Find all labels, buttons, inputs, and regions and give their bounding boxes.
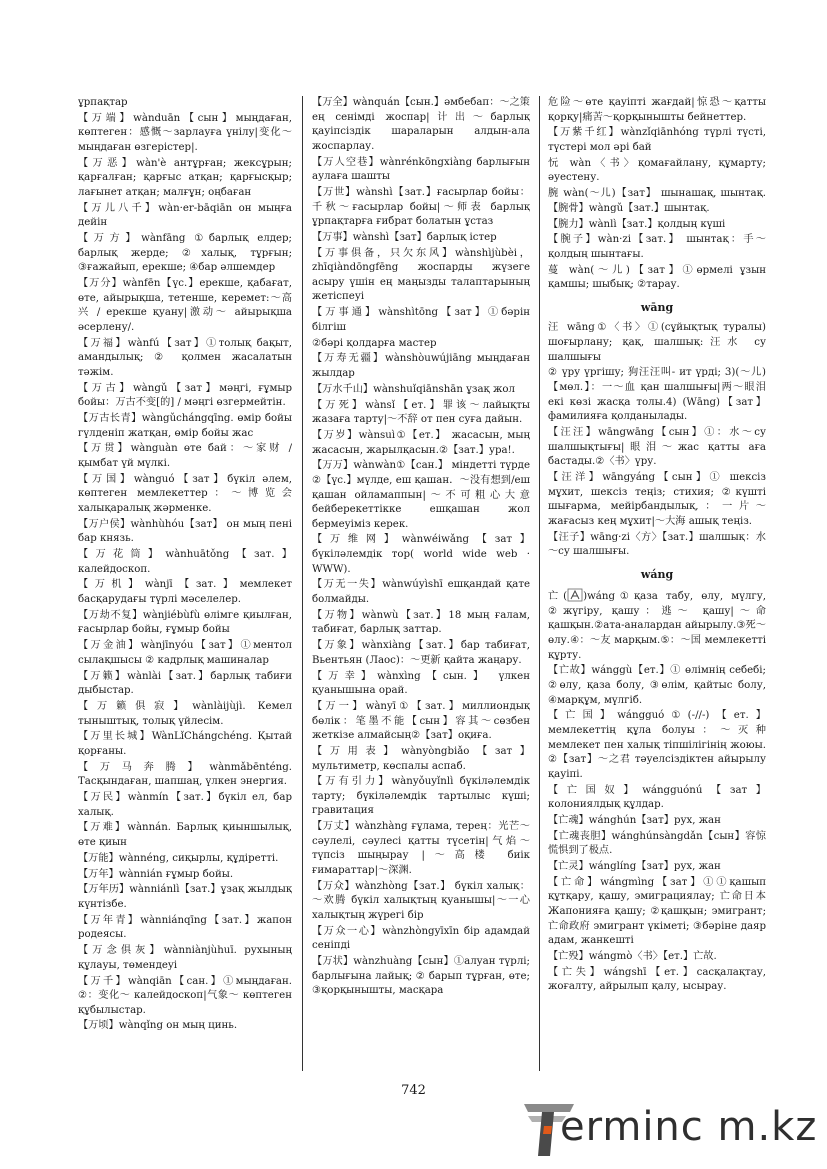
dictionary-entry: 【万难】wànnán. Барлық қиыншылық, өте қиын xyxy=(78,822,292,849)
dictionary-entry: 【万事通】wànshìtōng【зат】①бәрін білгіш xyxy=(312,307,530,333)
dictionary-entry: 【万方】wànfāng ①барлық елдер; барлық жерде; ②халық, тұрғын; ③ғажайып, ерекше; ④бар әлшемдер xyxy=(78,233,292,274)
dictionary-entry: 【万全】wànquán【сын.】әмбебап：～之策 ең сенімді жоспар|计出～барлық қауіпсіздік шараларын алдын-ала жоспарлау. xyxy=(312,97,530,152)
dictionary-entry: 【万物】wànwù【зат.】18 мың ғалам, табиғат, барлық заттар. xyxy=(312,609,530,636)
dictionary-entry: 【亡殁】wángmò〈书〉【ет.】亡故. xyxy=(548,951,717,963)
dictionary-entry: 【万籁俱寂】wànlàijùjì. Кемел тыныштық, толық үйлесім. xyxy=(78,700,292,727)
dictionary-column-1 xyxy=(78,96,292,1076)
dictionary-entry: 汪 wāng①〈书〉①(сұйықтық туралы) шоғырлану; қақ, шалшық:汪水 су шалшығы xyxy=(548,322,766,363)
pinyin-section-heading: wáng xyxy=(640,567,674,581)
dictionary-entry: 忨 wàn〈书〉қомағайлану, құмарту; әуестену. xyxy=(548,157,766,184)
dictionary-entry: 【亡故】wánggù【ет.】① өлімнің себебі; ②өлу, қаза болу, ③өлім, қайтыс болу, ④марқұм, мүлгіб. xyxy=(548,665,766,706)
column-divider xyxy=(302,96,303,1071)
dictionary-entry: 【万丈】wànzhàng ғұлама, терең：光芒～сәулелі, сәулесі қатты түсетін|气焰～түпсіз шыңырау |～高楼 биік ғимараттар|～深渊. xyxy=(312,821,530,877)
dictionary-entry: 【万世】wànshì【зат.】ғасырлар бойы：千秋～ғасырлар бойы|～师表 барлық ұрпақтарға ғибрат болатын ұстаз xyxy=(312,186,530,228)
termincom-logo xyxy=(522,1098,818,1162)
dictionary-entry: 【万众】wànzhòng【зат.】 бүкіл халық：～欢腾 бүкіл халықтың қуанышы|～一心 халықтың жүрегі бір xyxy=(312,880,530,921)
dictionary-entry: 腕 wàn(～儿)【зат】 шынашақ, шынтақ.【腕骨】wàngǔ【зат.】шынтақ. xyxy=(548,188,766,214)
dictionary-entry: 蔓 wàn(～儿)【зат】①өрмелі ұзын қамшы; шыбық; ②тарау. xyxy=(548,264,766,291)
dictionary-entry: 【万端】wànduān【сын】мыңдаған, көптеген：感慨～зарлауға үнілу|变化～мыңдаған өзгерістер|. xyxy=(78,112,292,153)
dictionary-entry: 【万儿八千】wàn·er-bāqiān он мыңға дейін xyxy=(78,202,292,229)
pinyin-section-heading: wāng xyxy=(640,300,674,314)
dictionary-entry: 【万籁】wànlài【зат.】барлық табиғи дыбыстар. xyxy=(78,670,292,697)
dictionary-entry: 亡( )wáng①қаза табу, өлу, мүлгу, ②жүгіру, қашу：逃～ қашу|～命 қашқын.②ата-аналардан айырылу.③死～өлу.④：～友 марқым.⑤：～国 мемлекетті құрту. xyxy=(548,588,766,663)
dictionary-entry: 【万状】wànzhuàng【сын】①алуан түрлі; барлығына лайық; ② барып тұрған, өте; ③қорқынышты, масқара xyxy=(312,956,530,997)
dictionary-entry: 【万人空巷】wànrénkōngxiàng барлығын аулаға шашты xyxy=(312,156,530,183)
dictionary-entry: 【万紫千红】wànzǐqiānhóng түрлі түсті, түстері мол әрі бай xyxy=(548,127,766,153)
dictionary-entry: 【万象】wànxiàng【зат.】бар табиғат, Вьентьян (Лаос)：～更新 қайта жаңару. xyxy=(312,640,530,666)
seal-script-glyph-icon xyxy=(567,588,583,602)
dictionary-column-3 xyxy=(548,96,766,1076)
dictionary-entry: 【万能】wànnéng, сиқырлы, құдіретті. xyxy=(78,852,279,864)
dictionary-entry: 【万用表】wànyòngbiǎo【зат】мультиметр, көспалы аспаб. xyxy=(312,745,530,772)
dictionary-entry: 【亡失】wángshī【ет.】сасқалақтау, жоғалту, айрылып қалу, ысырау. xyxy=(548,966,766,993)
dictionary-entry: 【万幸】wànxìng【сын.】 үлкен қуанышына орай. xyxy=(312,670,530,697)
dictionary-entry: 【万年】wànnián ғұмыр бойы. xyxy=(78,868,234,880)
dictionary-entry: 【万花筒】wànhuātǒng【зат.】калейдоскоп. xyxy=(78,549,292,575)
dictionary-entry: 【万古】wàngǔ【зат】мәңгі, ғұмыр бойы：万古不变[的] / мәңгі өзгермейтін. xyxy=(78,382,292,409)
dictionary-entry: 【万一】wànyī①【зат.】миллиондық бөлік：笔墨不能【сын】容其～сөзбен жеткізе алмайсың②【зат】оқиға. xyxy=(312,700,530,742)
dictionary-entry: 【万事】wànshì【зат】барлық істер xyxy=(312,231,497,243)
column-divider xyxy=(539,96,540,1071)
dictionary-entry: 【万千】wànqiān【сан.】①мыңдаған. ②：变化～ калейдоскоп|气象～ көптеген құбылыстар. xyxy=(78,975,292,1016)
dictionary-entry: 【亡魂】wánghún【зат】рух, жан xyxy=(548,814,721,826)
dictionary-entry: 【万恶】wàn'è антұрған; жексұрын; қарғалған; қарғыс атқан; қарғысқыр; лағынет атқан; малғұн; оңбаған xyxy=(78,157,292,198)
dictionary-entry: ұрпақтар xyxy=(78,97,128,108)
dictionary-entry: 【腕力】wànlì【зат.】қолдың күші xyxy=(548,218,726,230)
dictionary-entry: 【万金油】wànjīnyóu【зат】①ментол сылақшысы ② кадрлық машиналар xyxy=(78,640,292,666)
dictionary-entry: 【万念俱灰】wànniànjùhuī. рухының құлауы, төмендеуі xyxy=(78,945,292,971)
dictionary-entry: 【亡国】wángguó①(-//-)【ет.】 мемлекеттің құла болуы：～灭种 мемлекет пен халық тіпшілігінің жоюы. ②【зат】～之君 тәуелсіздіктен айырылу қауіпі. xyxy=(548,710,766,780)
dictionary-entry: 【万劫不复】wànjiébùfù өлімге қиылған, ғасырлар бойы, ғұмыр бойы xyxy=(78,609,292,636)
dictionary-entry: 【万户侯】wànhùhóu【зат】 он мың пені бар князь. xyxy=(78,518,292,545)
dictionary-entry: 【万顷】wànqǐng он мың цинь. xyxy=(78,1020,238,1032)
dictionary-entry: 【亡国奴】wángguónú【зат】колониялдық құлдар. xyxy=(548,784,766,811)
dictionary-entry: 【万岁】wànsuì①【ет.】 жасасын, мың жасасын, жарылқасын.②【зат.】ура!. xyxy=(312,429,530,456)
dictionary-entry: 【亡魂丧胆】wánghúnsàngdǎn【сын】容惊慌惧到了极点. xyxy=(548,830,766,857)
dictionary-entry: 【万里长城】WànLǐChángchéng. Қытай қорғаны. xyxy=(78,731,292,757)
dictionary-entry: 危险～өте қауіпті жағдай|惊恐～қатты қорқу|痛苦～қорқынышты бейнеттер. xyxy=(548,97,766,123)
dictionary-entry: ② үру үргішу; 狗汪汪叫- ит үрді; 3)(～儿)【мөл.】：一～血 қан шалшығы|两～眼泪 екі көзі жасқа толы.4) (Wāng)【зат】фамилияға қолданылады. xyxy=(548,367,766,423)
dictionary-entry: 【万贯】wànguàn өте бай：～家财 / қымбат үй мүлкі. xyxy=(78,443,292,469)
dictionary-entry: 【万维网】wànwéiwǎng【зат】бүкіләлемдік тор( world wide web · WWW). xyxy=(312,534,530,575)
dictionary-entry: 【万分】wànfēn【үс.】ерекше, қабағат, өте, айырықша, тетенше, керемет:～高兴 / ерекше қуану|激动～ айырықша әсерлену/. xyxy=(78,278,292,333)
dictionary-entry: ②бәрі қолдарға мастер xyxy=(312,337,437,349)
dictionary-entry: 【万福】wànfú【зат】①толық бақыт, амандылық; ② қолмен жасалатын тәжім. xyxy=(78,337,292,378)
dictionary-entry: 【汪洋】wāngyáng【сын】① шексіз мұхит, шексіз теңіз; стихия; ②күшті шығарма, мейірбандылық,：一片～ жағасыз кең мұхит|～大海 ашық теңіз. xyxy=(548,471,766,527)
dictionary-entry: 【万民】wànmín【зат.】бүкіл ел, бар халық. xyxy=(78,792,292,818)
dictionary-entry: 【万无一失】wànwúyìshī ешқандай қате болмайды. xyxy=(312,579,530,606)
dictionary-entry: 【万年历】wànniánlì【зат.】ұзақ жылдық күнтізбе. xyxy=(78,884,292,910)
dictionary-entry: 【万水千山】wànshuǐqiānshān ұзақ жол xyxy=(312,383,515,395)
dictionary-entry: 【汪子】wāng·zi〈方〉【зат.】шалшық：水～су шалшығы. xyxy=(548,531,766,558)
dictionary-column-2 xyxy=(312,96,530,1076)
dictionary-entry: 【万众一心】wànzhòngyīxīn бір адамдай сеніпді xyxy=(312,925,530,952)
dictionary-entry: 【亡灵】wánglíng【зат】рух, жан xyxy=(548,861,721,873)
dictionary-entry: 【汪汪】wāngwāng【сын】①：水～су шалшықтығы|眼泪～жас қатты аға бастады.②〈书〉үру. xyxy=(548,426,766,468)
page-number: 742 xyxy=(401,1083,426,1098)
logo-text: erminc m.kz xyxy=(560,1104,818,1150)
dictionary-entry: 【万年青】wànniánqīng【зат.】жапон родеясы. xyxy=(78,914,292,941)
dictionary-entry: 【万机】wànjī【зат.】мемлекет басқарудағы түрлі мәселелер. xyxy=(78,579,292,606)
dictionary-entry: 【万万】wànwàn①【сан.】 міндетті түрде ②【үс.】мүлде, еш қашан．～没有想到/еш қашан ойламаппын|～不可粗心大意 бейберекеттікке ешқашан жол бермеуіміз керек. xyxy=(312,460,530,530)
dictionary-entry: 【万事俱备，只欠东风】wànshìjùbèi，zhīqiàndōngfēng жоспарды жүзеге асыру үшін ең маңызды талаптарының жетіспеуі xyxy=(312,247,530,303)
dictionary-entry: 【万古长青】wàngǔchángqīng. өмір бойы гүлденіп жатқан, өмір бойы жас xyxy=(78,412,292,439)
dictionary-entry: 【万死】wànsǐ【ет.】罪该～лайықты жазаға тарту|～不辞 от пен суға дайын. xyxy=(312,399,530,426)
dictionary-entry: 【万国】wànguó【зат】бүкіл әлем, көптеген мемлекеттер：～博览会 халықаралық жәрменке. xyxy=(78,473,292,514)
dictionary-entry: 【腕子】wàn·zi【зат.】 шынтақ：手～ қолдың шынтағы. xyxy=(548,234,766,260)
dictionary-entry: 【万马奔腾】wànmǎbēnténg. Тасқындаған, шапшаң, үлкен энергия. xyxy=(78,761,292,788)
dictionary-entry: 【亡命】wángmìng【зат】①①қашып құтқару, қашу, эмиграциялау; 亡命日本 Жапонияға қашу; ②қашқын; эмигрант; 亡命政府 эмигрант үкіметі; ③бәріне даяр адам, жанкешті xyxy=(548,876,766,947)
dictionary-entry: 【万有引力】wànyǒuyǐnlì бүкіләлемдік тарту; бүкіләлемдік тартылыс күші; гравитация xyxy=(312,776,530,817)
dictionary-entry: 【万寿无疆】wànshòuwújiāng мыңдаған жылдар xyxy=(312,353,530,379)
